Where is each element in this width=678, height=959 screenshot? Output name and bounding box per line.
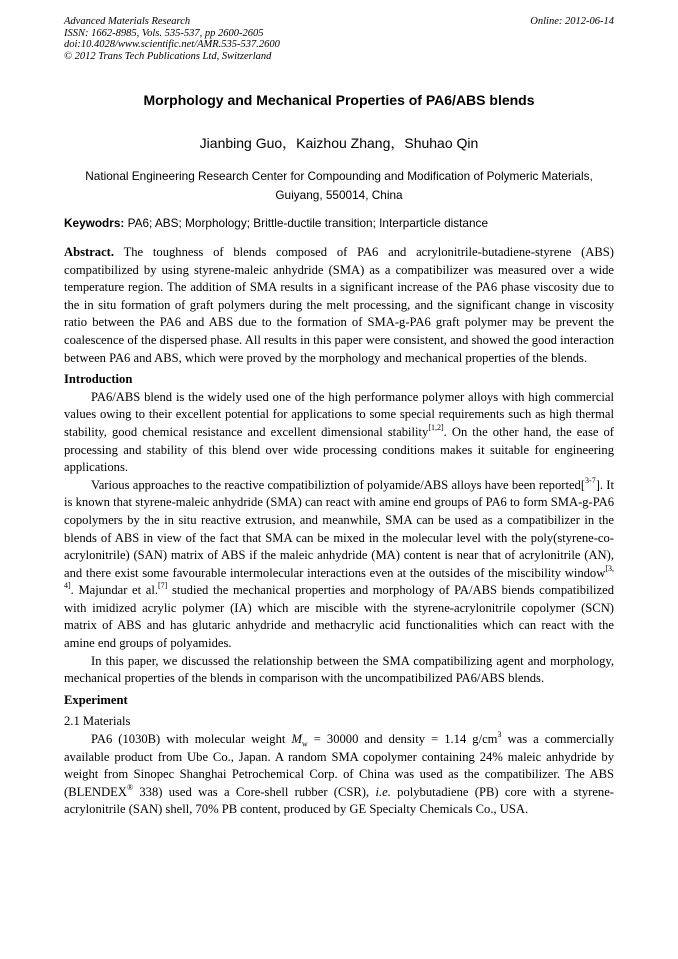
affiliation — [64, 167, 614, 205]
abstract — [64, 244, 614, 367]
intro-p1-text-b: . On the other hand, the ease of processing and stability of this blend over wide processing conditions makes it suitable for engineering applications. — [64, 424, 614, 475]
abstract-label: Abstract. — [64, 245, 115, 259]
materials-text-d: 338) used was a Core-shell rubber (CSR), — [133, 784, 376, 799]
affiliation-line-2: Guiyang, 550014, China — [275, 188, 403, 202]
journal-name: Advanced Materials Research — [64, 16, 191, 27]
affiliation-line-1: National Engineering Research Center for Compounding and Modification of Polymeric Materials, — [85, 169, 593, 183]
intro-p2-text-b: ]. It is known that styrene-maleic anhydride (SMA) can react with amine end groups of PA6 to form SMA-g-PA6 copolymers by the in situ reactive extrusion, and meanwhile, SMA can be used as a compatibilizer in the blends of ABS in view of the fact that SMA can be mixed in the molecular level with the poly(styrene-co-acrylonitrile) (SAN) matrix of ABS if the maleic anhydride (MA) content is near that of acrylonitrile (AN), and there exist some favourable intermolecular interactions even at the outsides of the miscibility window — [64, 477, 615, 580]
paper-title: Morphology and Mechanical Properties of PA6/ABS blends — [143, 92, 535, 108]
abstract-text: The toughness of blends composed of PA6 and acrylonitrile-butadiene-styrene (ABS) compatibilized by using styrene-maleic anhydride (SMA) as a compatibilizer was measured over a wide temperature region. The addition of SMA results in a significant increase of the PA6 phase viscosity due to the in situ formation of graft polymers during the melt processing, and the significant change in viscosity ratio between the PA6 and ABS due to the formation of SMA-g-PA6 graft polymer may be prevent the coalescence of the dispersed phase. All results in this paper were consistent, and showed the good interaction between PA6 and ABS, which were proved by the morphology and mechanical properties of the blends. — [64, 245, 614, 365]
superscript-3: 3 — [497, 729, 502, 739]
journal-issn: ISSN: 1662-8985, Vols. 535-537, pp 2600-2605 — [64, 27, 264, 39]
symbol-m: M — [291, 732, 302, 747]
journal-copyright: © 2012 Trans Tech Publications Ltd, Switzerland — [64, 50, 272, 62]
paper-body — [64, 244, 614, 819]
citation: [3, 4] — [64, 563, 614, 591]
citation: [7] — [158, 581, 168, 591]
materials-text-a: PA6 (1030B) with molecular weight — [91, 732, 292, 747]
keywords-text: PA6; ABS; Morphology; Brittle-ductile transition; Interparticle distance — [124, 216, 489, 230]
ie-abbrev: i.e. — [375, 784, 391, 799]
journal-header — [64, 16, 614, 62]
keywords-label: Keywodrs: — [64, 216, 125, 230]
introduction-heading: Introduction — [64, 372, 133, 387]
intro-paragraph-1 — [64, 389, 614, 477]
materials-subheading: 2.1 Materials — [64, 714, 131, 729]
intro-paragraph-2 — [64, 477, 614, 653]
materials-text-b: = 30000 and density = 1.14 g/cm — [307, 732, 498, 747]
intro-p2-text-d: studied the mechanical properties and morphology of PA/ABS biends compatibilized with imidized acrylic polymer (IA) which are miscible with the styrene-acrylonitrile copolymer (SCN) matrix of ABS and has glutaric anhydride and methacrylic acid functionalities which can react with the amine end groups of polyamides. — [64, 583, 614, 651]
subscript-w: w — [301, 739, 308, 749]
materials-text-c: was a commercially available product from Ube Co., Japan. A random SMA copolymer containing 24% maleic anhydride by weight from Sinopec Shanghai Petrochemical Corp. of China was used as the compatibilizer. The ABS (BLENDEX — [64, 732, 614, 799]
citation: 3-7 — [585, 475, 596, 485]
intro-p1-text-a: PA6/ABS blend is the widely used one of the high performance polymer alloys with high commercial values owing to their excellent potential for applications to some special requirements such as high thermal stability, good chemical resistance and excellent dimensional stability — [64, 389, 614, 439]
experiment-heading: Experiment — [64, 692, 128, 707]
online-date: Online: 2012-06-14 — [530, 16, 614, 27]
intro-paragraph-3: In this paper, we discussed the relationship between the SMA compatibilizing agent and morphology, mechanical properties of the blends in comparison with the uncompatibilized PA6/ABS blends. — [64, 653, 614, 686]
materials-text-e: polybutadiene (PB) core with a styrene-acrylonitrile (SAN) shell, 70% PB content, produced by GE Specialty Chemicals Co., USA. — [64, 784, 614, 817]
paper-authors: Jianbing Guo，Kaizhou Zhang，Shuhao Qin — [199, 135, 479, 151]
journal-doi: doi:10.4028/www.scientific.net/AMR.535-537.2600 — [64, 39, 280, 50]
keywords — [64, 216, 624, 230]
materials-paragraph — [64, 731, 614, 819]
citation: [1,2] — [428, 422, 444, 432]
intro-p2-text-a: Various approaches to the reactive compatibiliztion of polyamide/ABS alloys have been reported[ — [91, 477, 586, 492]
intro-p2-text-c: . Majundar et al. — [70, 583, 158, 598]
registered-mark: ® — [126, 782, 134, 792]
